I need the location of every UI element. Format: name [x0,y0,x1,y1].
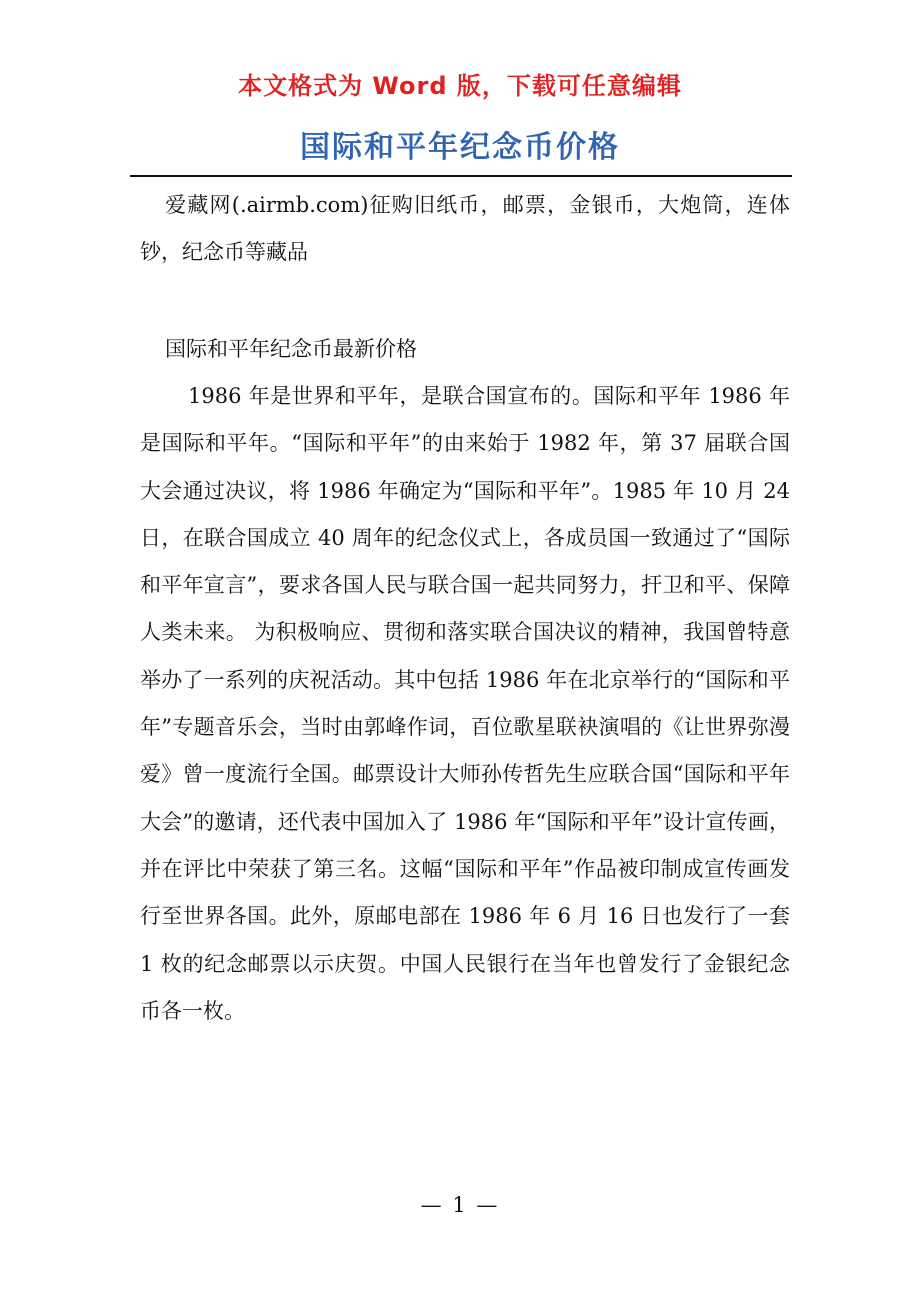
body-paragraph [140,373,790,1035]
intro-text: 爱藏网(.airmb.com)征购旧纸币，邮票，金银币，大炮筒，连体钞，纪念币等藏品 [140,193,790,265]
format-notice-banner: 本文格式为 Word 版，下载可任意编辑 [238,72,682,100]
page-number: — 1 — [420,1193,500,1217]
intro-paragraph [140,182,790,277]
title-divider [130,175,792,177]
subheading: 国际和平年纪念币最新价格 [165,337,417,361]
body-text: 1986 年是世界和平年，是联合国宣布的。国际和平年 1986 年是国际和平年。“国际和平年”的由来始于 1982 年，第 37 届联合国大会通过决议，将 1986 年确定为“国际和平年”。1985 年 10 月 24 日，在联合国成立 40 周年的纪念仪式上，各成员国一致通过了“国际和平年宣言”，要求各国人民与联合国一起共同努力，扞卫和平、保障人类未来。 为积极响应、贯彻和落实联合国决议的精神，我国曾特意举办了一系列的庆祝活动。其中包括 1986 年在北京举行的“国际和平年”专题音乐会，当时由郭峰作词，百位歌星联袂演唱的《让世界弥漫爱》曾一度流行全国。邮票设计大师孙传哲先生应联合国“国际和平年大会”的邀请，还代表中国加入了 1986 年“国际和平年”设计宣传画，并在评比中荣获了第三名。这幅“国际和平年”作品被印制成宣传画发行至世界各国。此外，原邮电部在 1986 年 6 月 16 日也发行了一套 1 枚的纪念邮票以示庆贺。中国人民银行在当年也曾发行了金银纪念币各一枚。 [140,384,790,1023]
page-title: 国际和平年纪念币价格 [300,130,620,165]
